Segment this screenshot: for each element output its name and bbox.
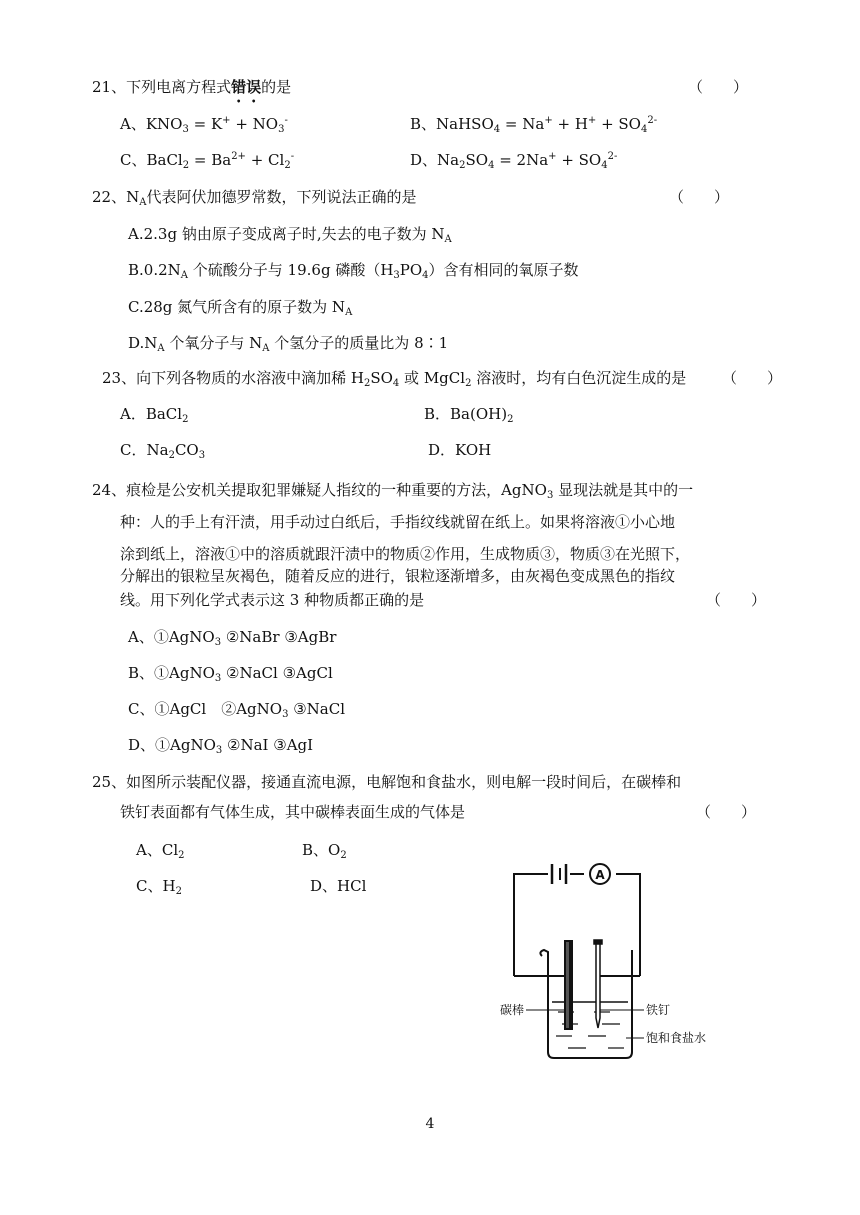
q23-option-a	[120, 404, 188, 424]
text: ）含有相同的氧原子数	[428, 261, 579, 279]
subscript: 3	[215, 745, 223, 756]
superscript: +	[544, 115, 553, 126]
text: = K	[188, 115, 223, 133]
q21-number: 21、	[92, 78, 127, 96]
text: ②NaBr ③AgBr	[221, 628, 337, 646]
text: ①AgNO	[155, 736, 216, 754]
q25-option-a	[136, 840, 185, 860]
q24-option-c	[128, 699, 345, 719]
brine-label: 饱和食盐水	[646, 1031, 707, 1045]
superscript: +	[222, 115, 231, 126]
subscript: 4	[422, 270, 429, 281]
q21-option-c	[120, 150, 294, 170]
subscript: 4	[640, 124, 648, 135]
text: Ba(OH)	[450, 405, 508, 423]
q25-number: 25、	[92, 773, 127, 791]
text: Cl	[161, 841, 179, 859]
q25-stem-line-1	[92, 772, 681, 792]
carbon-rod-label: 碳棒	[500, 1003, 525, 1017]
superscript: -	[284, 115, 288, 126]
text: A.2.3g 钠由原子变成离子时,失去的电子数为 N	[128, 225, 445, 243]
page-number: 4	[425, 1116, 435, 1132]
text: SO	[465, 151, 489, 169]
subscript: 3	[393, 270, 400, 281]
subscript: 4	[493, 124, 501, 135]
subscript: 4	[488, 160, 495, 171]
subscript: A	[345, 307, 353, 318]
q24-answer-paren: （ ）	[706, 591, 767, 609]
text: H	[162, 877, 176, 895]
q23-option-d	[428, 440, 491, 460]
subscript: 2	[182, 414, 189, 425]
text: SO	[370, 369, 393, 387]
q23-option-b	[424, 404, 513, 424]
q21-stem-pre: 下列电离方程式	[126, 78, 232, 96]
iron-nail-label: 铁钉	[646, 1003, 671, 1017]
option-label: B、	[128, 664, 155, 682]
option-label: B、	[410, 115, 437, 133]
text: + H	[552, 115, 588, 133]
text: ②NaI ③AgI	[222, 736, 314, 754]
text: D.N	[128, 334, 158, 352]
q21-option-d	[410, 150, 617, 170]
text: + SO	[556, 151, 602, 169]
subscript: A	[157, 343, 165, 354]
q21-emphasis: 错误	[231, 78, 262, 96]
subscript: 2	[459, 160, 466, 171]
q22-stem	[92, 187, 416, 207]
option-label: A．	[120, 405, 146, 423]
option-label: D、	[410, 151, 438, 169]
q24-option-b	[128, 663, 333, 683]
option-label: C、	[128, 700, 155, 718]
superscript: 2-	[607, 151, 618, 162]
text: = Na	[500, 115, 545, 133]
q24-number: 24、	[92, 481, 127, 499]
text: 或 MgCl	[399, 369, 466, 387]
text: 显现法就是其中的一	[553, 481, 694, 499]
subscript: 2	[507, 414, 514, 425]
q25-stem-line-2: 铁钉表面都有气体生成，其中碳棒表面生成的气体是	[120, 803, 466, 821]
text: ③NaCl	[288, 700, 345, 718]
q24-stem-line-4: 分解出的银粒呈灰褐色，随着反应的进行，银粒逐渐增多，由灰褐色变成黑色的指纹	[120, 567, 676, 585]
q21-answer-paren: （ ）	[688, 78, 749, 96]
subscript: 3	[282, 709, 289, 720]
subscript: 3	[546, 490, 554, 501]
text: PO	[399, 261, 423, 279]
subscript: 2	[182, 160, 190, 171]
superscript: +	[587, 115, 597, 126]
text: = Ba	[189, 151, 232, 169]
subscript: 2	[178, 850, 185, 861]
ammeter-label: A	[595, 868, 605, 882]
option-label: A、	[136, 841, 162, 859]
option-label: D、	[310, 877, 338, 895]
text: 个氧分子与 N	[164, 334, 263, 352]
text: = 2Na	[494, 151, 549, 169]
superscript: +	[548, 151, 557, 162]
subscript: 3	[182, 124, 189, 135]
q22-option-b	[128, 260, 579, 280]
text: N	[126, 188, 140, 206]
text: + SO	[596, 115, 641, 133]
subscript: A	[262, 343, 270, 354]
q23-option-c	[120, 440, 205, 460]
q21-stem-post: 的是	[261, 78, 292, 96]
text: 向下列各物质的水溶液中滴加稀 H	[136, 369, 364, 387]
q25-option-b	[302, 840, 347, 860]
text: NaHSO	[436, 115, 494, 133]
q22-answer-paren: （ ）	[669, 188, 730, 206]
subscript: 2	[175, 886, 182, 897]
q25-option-c	[136, 876, 182, 896]
text: KOH	[455, 441, 492, 459]
subscript: 3	[198, 450, 206, 461]
subscript: 3	[278, 124, 285, 135]
option-label: C、	[120, 151, 147, 169]
text: ②NaCl ③AgCl	[221, 664, 333, 682]
option-label: B．	[424, 405, 451, 423]
q21-option-b	[410, 114, 657, 134]
text: 代表阿伏加德罗常数，下列说法正确的是	[146, 188, 417, 206]
text: ①AgNO	[154, 664, 215, 682]
option-label: C、	[136, 877, 163, 895]
subscript: A	[139, 197, 147, 208]
beaker-icon	[540, 950, 632, 1058]
option-label: B、	[302, 841, 329, 859]
q24-stem-line-3: 涂到纸上，溶液①中的溶质就跟汗渍中的物质②作用，生成物质③，物质③在光照下，	[120, 545, 691, 563]
saline-solution	[552, 1002, 628, 1048]
text: HCl	[337, 877, 367, 895]
subscript: 2	[284, 160, 291, 171]
q24-option-a	[128, 627, 336, 647]
q21-stem	[92, 77, 291, 106]
electrolysis-apparatus-figure	[498, 852, 738, 1062]
subscript: 2	[363, 378, 371, 389]
text: 溶液时，均有白色沉淀生成的是	[471, 369, 687, 387]
option-label: A、	[128, 628, 154, 646]
q25-option-d	[310, 876, 366, 896]
q22-number: 22、	[92, 188, 127, 206]
q24-stem-line-2: 种：人的手上有汗渍，用手动过白纸后，手指纹线就留在纸上。如果将溶液①小心地	[120, 513, 676, 531]
option-label: D．	[428, 441, 456, 459]
q21-option-a	[120, 114, 288, 134]
q22-option-c	[128, 297, 352, 317]
text: ①AgCl ②AgNO	[154, 700, 283, 718]
subscript: 2	[340, 850, 347, 861]
ammeter-icon	[590, 864, 610, 884]
circuit-wire	[514, 874, 640, 976]
subscript: 3	[214, 637, 222, 648]
text: BaCl	[146, 151, 183, 169]
text: 个氢分子的质量比为 8∶1	[269, 334, 449, 352]
q23-answer-paren: （ ）	[722, 369, 783, 387]
battery-icon	[552, 864, 566, 884]
text: O	[328, 841, 341, 859]
q22-option-d	[128, 333, 448, 353]
text: 痕检是公安机关提取犯罪嫌疑人指纹的一种重要的方法，AgNO	[126, 481, 547, 499]
text: CO	[174, 441, 199, 459]
text: ①AgNO	[153, 628, 215, 646]
subscript: 2	[168, 450, 175, 461]
option-label: A、	[120, 115, 146, 133]
subscript: 4	[601, 160, 608, 171]
q24-stem-line-1	[92, 480, 693, 500]
text: 如图所示装配仪器，接通直流电源，电解饱和食盐水，则电解一段时间后，在碳棒和	[126, 773, 682, 791]
text: Na	[437, 151, 460, 169]
subscript: 3	[214, 673, 222, 684]
q24-stem-line-5: 线。用下列化学式表示这 3 种物质都正确的是	[120, 591, 425, 609]
superscript: 2-	[647, 115, 658, 126]
q23-number: 23、	[102, 369, 137, 387]
q25-answer-paren: （ ）	[696, 803, 757, 821]
q23-stem	[102, 368, 686, 388]
q22-option-a	[128, 224, 452, 244]
option-label: C．	[120, 441, 147, 459]
subscript: A	[444, 234, 452, 245]
text: BaCl	[145, 405, 183, 423]
text: 个硫酸分子与 19.6g 磷酸（H	[188, 261, 394, 279]
subscript: A	[180, 270, 189, 281]
subscript: 2	[465, 378, 472, 389]
subscript: 4	[392, 378, 400, 389]
text: C.28g 氮气所含有的原子数为 N	[128, 298, 346, 316]
option-label: D、	[128, 736, 156, 754]
superscript: -	[290, 151, 295, 162]
iron-nail	[594, 940, 602, 1028]
carbon-rod	[564, 940, 573, 1030]
text: Na	[146, 441, 169, 459]
text: B.0.2N	[128, 261, 181, 279]
text: + NO	[230, 115, 279, 133]
text: + Cl	[245, 151, 285, 169]
text: KNO	[145, 115, 183, 133]
superscript: 2+	[231, 151, 246, 162]
q24-option-d	[128, 735, 313, 755]
